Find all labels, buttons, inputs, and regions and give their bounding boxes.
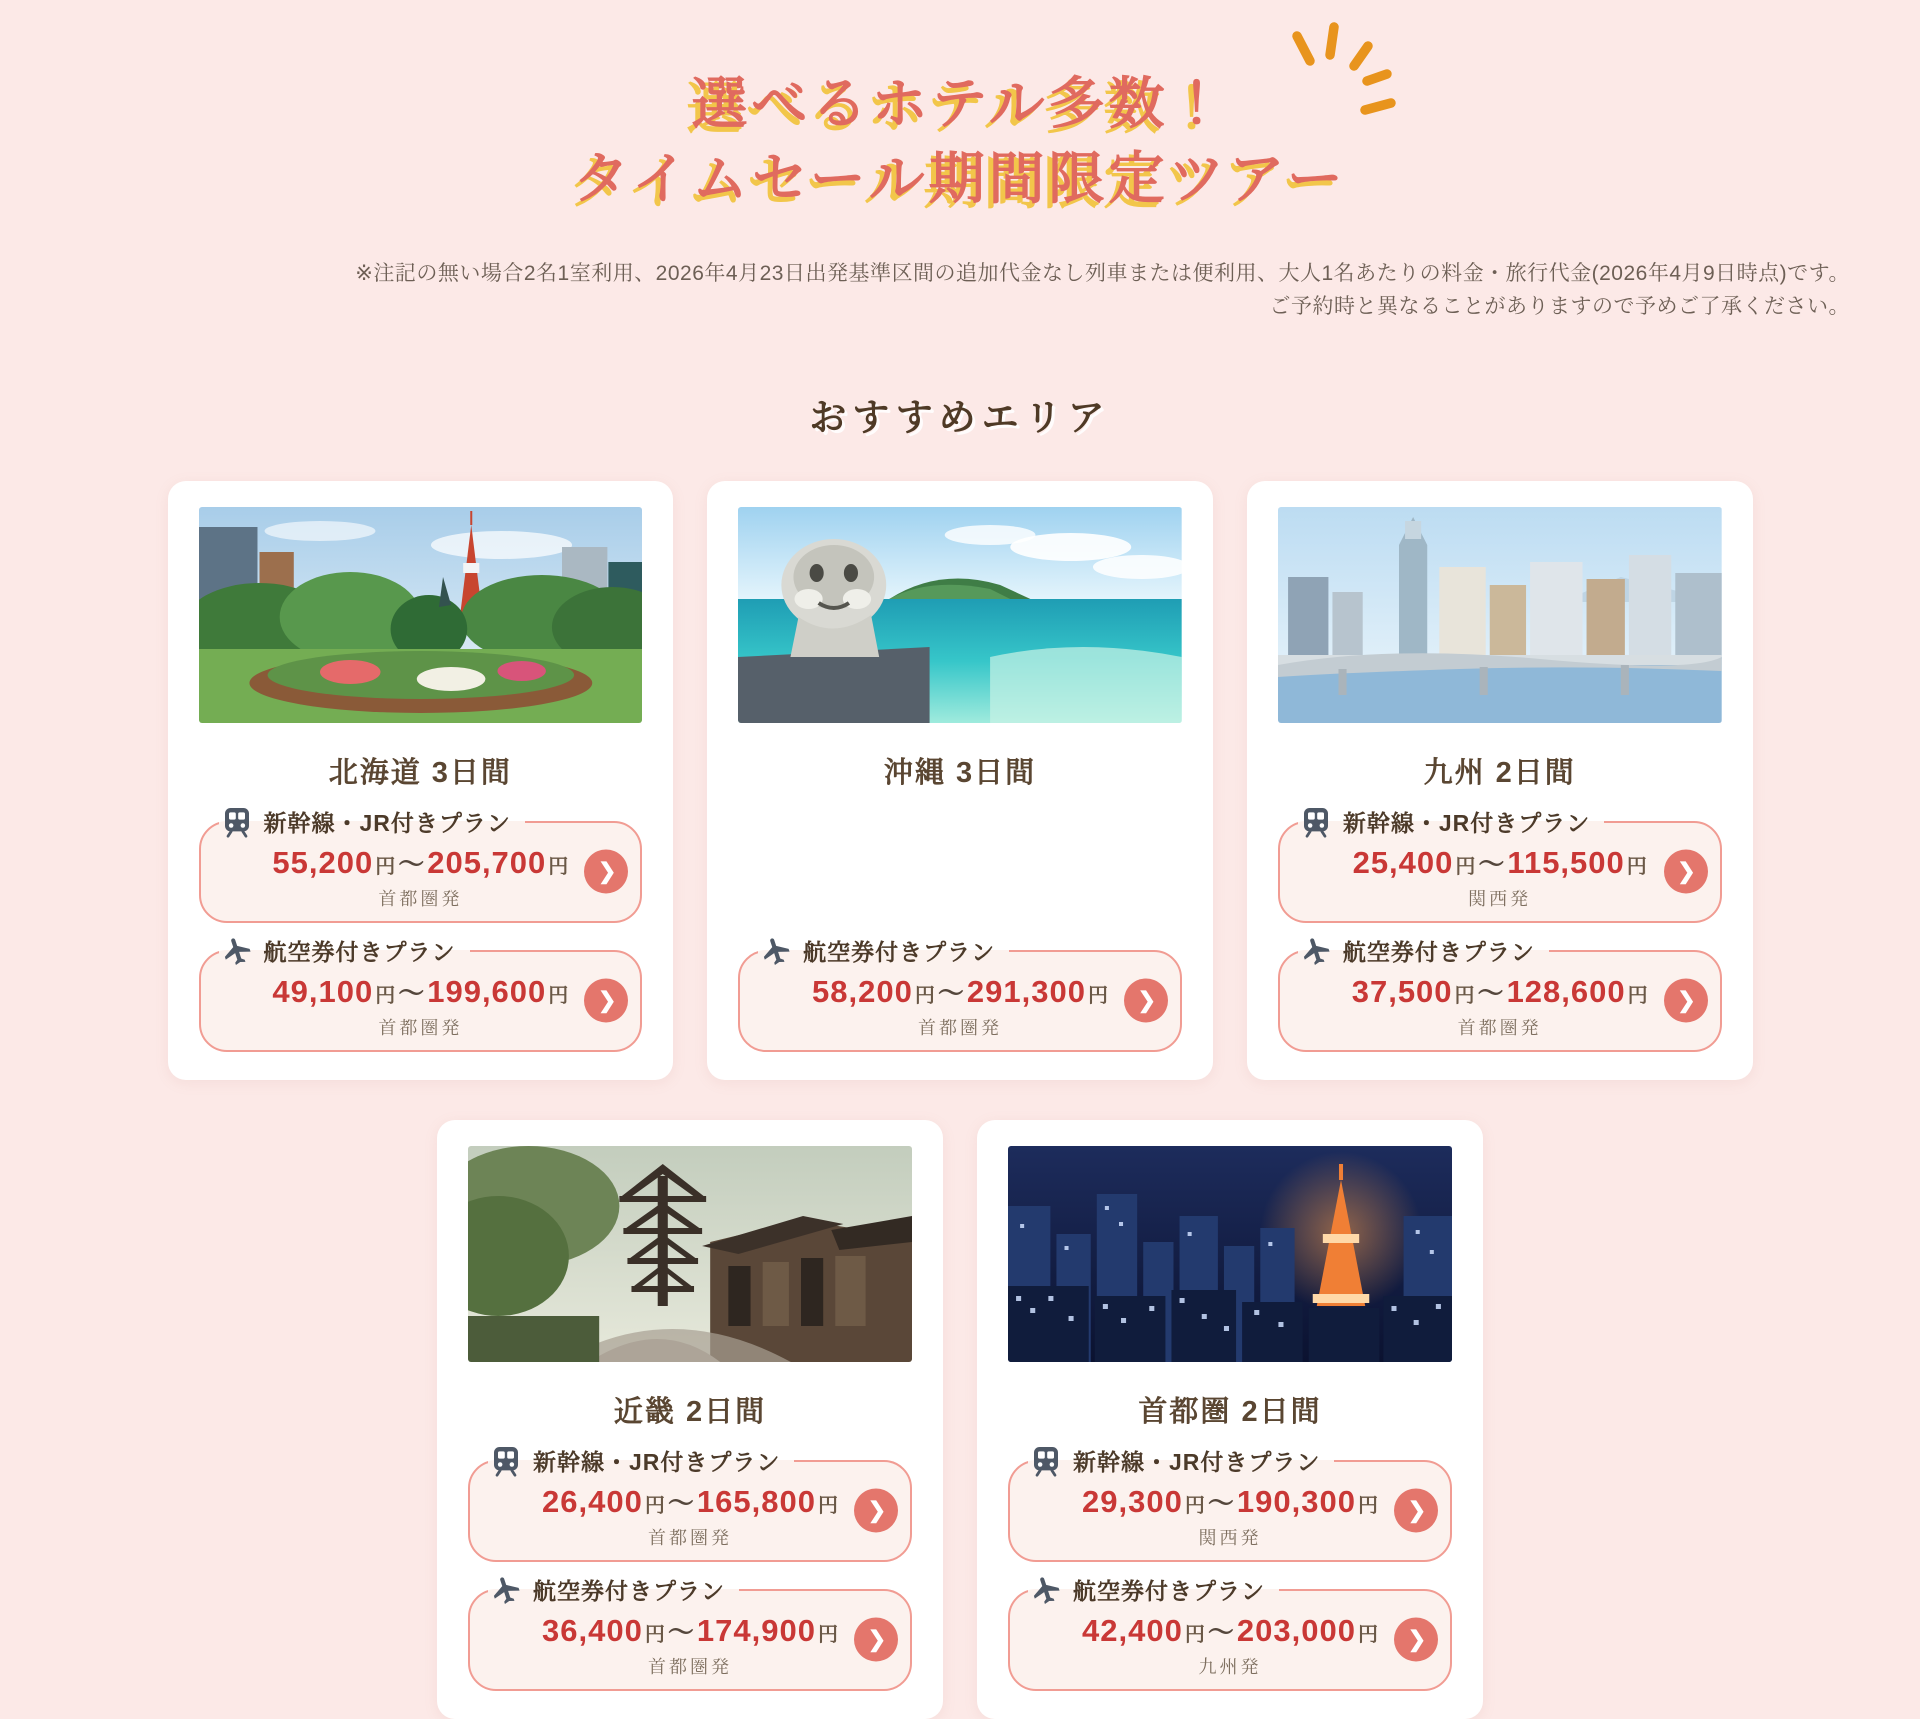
price-from: 37,500 bbox=[1351, 974, 1453, 1010]
okinawa-shisa-beach-photo bbox=[738, 507, 1182, 723]
card-title: 沖縄 3日間 bbox=[883, 757, 1037, 790]
chevron-right-icon: ❯ bbox=[1407, 1497, 1427, 1523]
yen-unit: 円 bbox=[548, 985, 569, 1008]
yen-unit: 円 bbox=[644, 1624, 665, 1647]
plan-label-row bbox=[219, 934, 470, 967]
tilde: ～ bbox=[667, 1617, 694, 1648]
yen-unit: 円 bbox=[817, 1495, 838, 1518]
plan-list bbox=[199, 791, 643, 1052]
plan-flight[interactable] bbox=[1278, 934, 1722, 1052]
plan-label: 航空券付きプラン bbox=[263, 939, 456, 966]
departure-area: 首都圏発 bbox=[378, 889, 463, 910]
price-range bbox=[253, 973, 589, 1010]
price-range bbox=[1332, 844, 1668, 881]
plan-detail-button[interactable] bbox=[584, 849, 628, 893]
plan-shinkansen-jr[interactable] bbox=[1278, 805, 1722, 923]
plan-body bbox=[1026, 1477, 1434, 1550]
yen-unit: 円 bbox=[1087, 985, 1108, 1008]
price-range bbox=[1332, 973, 1668, 1010]
tilde: ～ bbox=[1478, 849, 1505, 880]
page-title-line1: 選べるホテル多数！ bbox=[691, 72, 1229, 135]
yen-unit: 円 bbox=[375, 856, 396, 879]
price-to: 174,900 bbox=[696, 1613, 816, 1649]
plan-detail-button[interactable] bbox=[1394, 1488, 1438, 1532]
departure-area: 関西発 bbox=[1468, 889, 1532, 910]
train-icon bbox=[490, 1445, 522, 1477]
section-title-recommended-areas: おすすめエリア bbox=[809, 397, 1111, 439]
plan-label-row bbox=[488, 1444, 794, 1477]
yen-unit: 円 bbox=[644, 1495, 665, 1518]
yen-unit: 円 bbox=[1627, 985, 1648, 1008]
plan-list bbox=[1278, 791, 1722, 1052]
plane-icon bbox=[490, 1574, 522, 1606]
page-title-line2: タイムセール期間限定ツアー bbox=[573, 147, 1347, 211]
tilde: ～ bbox=[398, 849, 425, 880]
plan-list bbox=[1008, 1430, 1452, 1691]
plan-label: 航空券付きプラン bbox=[533, 1578, 725, 1605]
tour-card-hokkaido bbox=[168, 481, 674, 1080]
train-icon bbox=[1030, 1445, 1062, 1477]
tour-card-shutoken bbox=[977, 1120, 1483, 1719]
plan-label: 航空券付きプラン bbox=[1073, 1578, 1265, 1605]
yen-unit: 円 bbox=[548, 856, 569, 879]
chevron-right-icon: ❯ bbox=[597, 858, 617, 884]
plan-shinkansen-jr[interactable] bbox=[468, 1444, 912, 1562]
plan-body bbox=[217, 838, 625, 911]
price-from: 25,400 bbox=[1352, 845, 1454, 881]
plan-body bbox=[756, 967, 1164, 1040]
disclaimer-line2: ご予約時と異なることがありますので予めご了承ください。 bbox=[1269, 294, 1850, 318]
price-to: 190,300 bbox=[1236, 1484, 1356, 1520]
train-icon bbox=[221, 806, 253, 838]
plan-label-row bbox=[1028, 1444, 1334, 1477]
yen-unit: 円 bbox=[1455, 856, 1476, 879]
yen-unit: 円 bbox=[817, 1624, 838, 1647]
plane-icon bbox=[1030, 1574, 1062, 1606]
price-from: 36,400 bbox=[542, 1613, 643, 1649]
departure-area: 首都圏発 bbox=[378, 1018, 463, 1039]
plan-list bbox=[738, 920, 1182, 1052]
plan-shinkansen-jr[interactable] bbox=[1008, 1444, 1452, 1562]
plane-icon bbox=[221, 935, 253, 967]
tour-card-grid bbox=[168, 481, 1753, 1719]
plan-flight[interactable] bbox=[468, 1573, 912, 1691]
price-from: 26,400 bbox=[542, 1484, 643, 1520]
price-from: 42,400 bbox=[1082, 1613, 1183, 1649]
tokyo-night-skyline-photo bbox=[1008, 1146, 1452, 1362]
tilde: ～ bbox=[398, 978, 425, 1009]
price-from: 58,200 bbox=[812, 974, 913, 1010]
price-range bbox=[253, 844, 589, 881]
price-from: 55,200 bbox=[272, 845, 374, 881]
price-range bbox=[522, 1612, 858, 1649]
chevron-right-icon: ❯ bbox=[867, 1626, 887, 1652]
plan-body bbox=[1026, 1606, 1434, 1679]
plan-detail-button[interactable] bbox=[1124, 978, 1168, 1022]
tilde: ～ bbox=[1207, 1488, 1234, 1519]
price-to: 165,800 bbox=[696, 1484, 816, 1520]
price-to: 199,600 bbox=[427, 974, 547, 1010]
price-to: 291,300 bbox=[966, 974, 1086, 1010]
yen-unit: 円 bbox=[375, 985, 396, 1008]
plan-shinkansen-jr[interactable] bbox=[199, 805, 643, 923]
plan-detail-button[interactable] bbox=[854, 1617, 898, 1661]
tilde: ～ bbox=[1207, 1617, 1234, 1648]
plan-detail-button[interactable] bbox=[1394, 1617, 1438, 1661]
yen-unit: 円 bbox=[1357, 1624, 1378, 1647]
price-range bbox=[792, 973, 1128, 1010]
price-range bbox=[1062, 1483, 1398, 1520]
plan-label: 新幹線・JR付きプラン bbox=[1342, 810, 1591, 837]
yen-unit: 円 bbox=[1626, 856, 1647, 879]
plan-label: 新幹線・JR付きプラン bbox=[1073, 1449, 1321, 1476]
tilde: ～ bbox=[667, 1488, 694, 1519]
plan-label-row bbox=[1028, 1573, 1279, 1606]
yen-unit: 円 bbox=[1454, 985, 1475, 1008]
price-from: 29,300 bbox=[1082, 1484, 1183, 1520]
plan-body bbox=[1296, 838, 1704, 911]
departure-area: 九州発 bbox=[1198, 1657, 1262, 1678]
plan-label-row bbox=[1298, 934, 1549, 967]
plan-label: 航空券付きプラン bbox=[1342, 939, 1535, 966]
card-title: 九州 2日間 bbox=[1423, 757, 1576, 790]
plan-body bbox=[1296, 967, 1704, 1040]
plan-label-row bbox=[1298, 805, 1604, 838]
price-to: 115,500 bbox=[1507, 845, 1625, 881]
kyoto-pagoda-street-photo bbox=[468, 1146, 912, 1362]
yen-unit: 円 bbox=[1184, 1495, 1205, 1518]
card-title: 北海道 3日間 bbox=[328, 757, 512, 790]
chevron-right-icon: ❯ bbox=[1137, 987, 1157, 1013]
fukuoka-bay-skyline-photo bbox=[1278, 507, 1722, 723]
yen-unit: 円 bbox=[1184, 1624, 1205, 1647]
plan-detail-button[interactable] bbox=[584, 978, 628, 1022]
plan-body bbox=[217, 967, 625, 1040]
plane-icon bbox=[760, 935, 792, 967]
plan-detail-button[interactable] bbox=[1664, 978, 1708, 1022]
card-title: 首都圏 2日間 bbox=[1138, 1396, 1322, 1429]
departure-area: 首都圏発 bbox=[918, 1018, 1002, 1039]
departure-area: 関西発 bbox=[1198, 1528, 1262, 1549]
plan-label-row bbox=[488, 1573, 739, 1606]
chevron-right-icon: ❯ bbox=[1407, 1626, 1427, 1652]
tilde: ～ bbox=[937, 978, 964, 1009]
departure-area: 首都圏発 bbox=[648, 1528, 732, 1549]
card-row-1 bbox=[168, 481, 1753, 1080]
disclaimer-line1: ※注記の無い場合2名1室利用、2026年4月23日出発基準区間の追加代金なし列車または便利用、大人1名あたりの料金・旅行代金(2026年4月9日時点)です。 bbox=[355, 262, 1850, 286]
price-range bbox=[522, 1483, 858, 1520]
plan-detail-button[interactable] bbox=[1664, 849, 1708, 893]
departure-area: 首都圏発 bbox=[1457, 1018, 1542, 1039]
plan-label-row bbox=[758, 934, 1009, 967]
price-range bbox=[1062, 1612, 1398, 1649]
card-row-2 bbox=[168, 1120, 1753, 1719]
plan-flight[interactable] bbox=[738, 934, 1182, 1052]
price-to: 205,700 bbox=[427, 845, 547, 881]
sapporo-odori-park-photo bbox=[199, 507, 643, 723]
sparkle-icon bbox=[1282, 16, 1404, 118]
plan-body bbox=[486, 1606, 894, 1679]
departure-area: 首都圏発 bbox=[648, 1657, 732, 1678]
plan-label-row bbox=[219, 805, 525, 838]
chevron-right-icon: ❯ bbox=[867, 1497, 887, 1523]
price-from: 49,100 bbox=[272, 974, 374, 1010]
chevron-right-icon: ❯ bbox=[597, 987, 617, 1013]
price-to: 203,000 bbox=[1236, 1613, 1356, 1649]
plan-flight[interactable] bbox=[199, 934, 643, 1052]
plane-icon bbox=[1300, 935, 1332, 967]
page-title bbox=[0, 66, 1920, 216]
chevron-right-icon: ❯ bbox=[1677, 858, 1696, 884]
plan-flight[interactable] bbox=[1008, 1573, 1452, 1691]
card-title: 近畿 2日間 bbox=[613, 1396, 767, 1429]
hero-section bbox=[0, 0, 1920, 216]
yen-unit: 円 bbox=[1357, 1495, 1378, 1518]
plan-body bbox=[486, 1477, 894, 1550]
plan-label: 新幹線・JR付きプラン bbox=[263, 810, 511, 837]
tilde: ～ bbox=[1477, 978, 1504, 1009]
yen-unit: 円 bbox=[914, 985, 935, 1008]
plan-label: 航空券付きプラン bbox=[803, 939, 996, 966]
plan-detail-button[interactable] bbox=[854, 1488, 898, 1532]
pricing-disclaimer bbox=[0, 258, 1920, 323]
chevron-right-icon: ❯ bbox=[1677, 987, 1696, 1013]
price-to: 128,600 bbox=[1506, 974, 1626, 1010]
plan-label: 新幹線・JR付きプラン bbox=[533, 1449, 781, 1476]
tour-card-okinawa bbox=[707, 481, 1213, 1080]
plan-list bbox=[468, 1430, 912, 1691]
tour-card-kyushu bbox=[1247, 481, 1753, 1080]
tour-card-kinki bbox=[437, 1120, 943, 1719]
train-icon bbox=[1300, 806, 1332, 838]
